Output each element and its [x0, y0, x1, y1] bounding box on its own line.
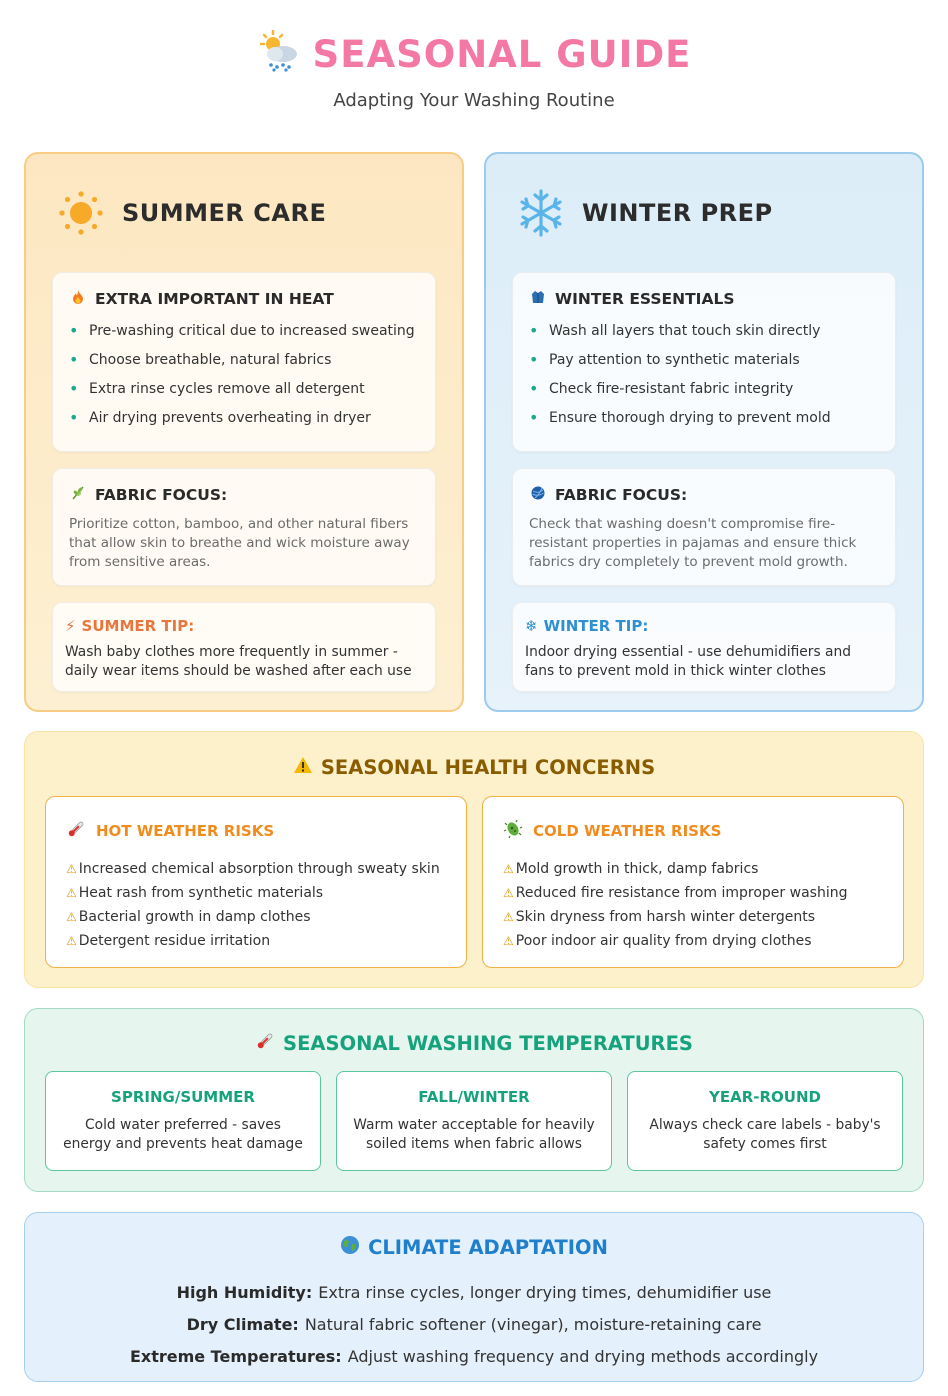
winter-list-card	[512, 272, 896, 452]
temp-card-year-round	[627, 1071, 903, 1171]
temp-card-fall-winter	[336, 1071, 612, 1171]
climate-text: Natural fabric softener (vinegar), moisture-retaining care	[304, 1314, 762, 1334]
snowflake-icon	[516, 188, 566, 238]
climate-adaptation-section	[24, 1212, 924, 1382]
temp-card-heading: YEAR-ROUND	[709, 1088, 821, 1106]
bullet-icon: •	[529, 408, 539, 427]
winter-focus-text: Check that washing doesn't compromise fire-resistant properties in pajamas and ensure thick fabrics dry completely to prevent mold growth.	[529, 516, 857, 570]
list-item-text: Skin dryness from harsh winter detergents	[515, 909, 816, 925]
concerns-title-text: SEASONAL HEALTH CONCERNS	[320, 756, 656, 779]
sun-icon	[56, 188, 106, 238]
list-item-text: Check fire-resistant fabric integrity	[549, 381, 794, 397]
temp-card-spring-summer	[45, 1071, 321, 1171]
summer-list-heading-text: EXTRA IMPORTANT IN HEAT	[95, 290, 334, 308]
list-item	[529, 410, 879, 439]
fire-icon	[69, 289, 87, 309]
list-item	[529, 381, 879, 410]
temp-card-heading: FALL/WINTER	[418, 1088, 530, 1106]
list-item	[69, 410, 419, 439]
winter-title: WINTER PREP	[582, 199, 773, 227]
list-item	[69, 323, 419, 352]
temp-card-text: Always check care labels - baby's safety comes first	[649, 1117, 881, 1152]
summer-focus-heading	[69, 485, 419, 505]
microbe-icon	[503, 819, 523, 843]
bullet-icon: •	[529, 321, 539, 340]
winter-tip-card	[512, 602, 896, 692]
list-item	[66, 857, 446, 881]
cold-risks-heading-text: COLD WEATHER RISKS	[533, 822, 722, 840]
list-item-text: Detergent residue irritation	[78, 933, 271, 949]
winter-focus-heading-text: FABRIC FOCUS:	[555, 486, 688, 504]
list-item	[503, 929, 883, 953]
list-item	[503, 857, 883, 881]
summer-tip-heading-text: SUMMER TIP:	[81, 617, 195, 635]
winter-fabric-focus-card	[512, 468, 896, 586]
list-item-text: Ensure thorough drying to prevent mold	[549, 410, 831, 426]
winter-tip-text: Indoor drying essential - use dehumidifiers and fans to prevent mold in thick winter clothes	[525, 644, 851, 679]
winter-prep-panel	[484, 152, 924, 712]
list-item-text: Air drying prevents overheating in dryer	[89, 410, 371, 426]
winter-focus-heading	[529, 485, 879, 505]
warning-icon	[293, 756, 313, 779]
summer-focus-heading-text: FABRIC FOCUS:	[95, 486, 228, 504]
summer-list-card	[52, 272, 436, 452]
hot-risks-heading	[66, 819, 446, 843]
hot-weather-risks-card	[45, 796, 467, 968]
temp-card-text: Cold water preferred - saves energy and prevents heat damage	[63, 1117, 303, 1152]
summer-header	[52, 154, 436, 272]
concerns-title	[25, 756, 923, 779]
climate-title-text: CLIMATE ADAPTATION	[368, 1236, 608, 1259]
summer-tip-card	[52, 602, 436, 692]
climate-text: Extra rinse cycles, longer drying times, dehumidifier use	[318, 1282, 772, 1302]
page-title	[257, 30, 692, 78]
coat-icon	[529, 289, 547, 309]
hot-risks-heading-text: HOT WEATHER RISKS	[96, 822, 275, 840]
warning-icon: ⚠	[66, 934, 77, 948]
list-item-text: Increased chemical absorption through sweaty skin	[78, 861, 440, 877]
summer-focus-text: Prioritize cotton, bamboo, and other natural fibers that allow skin to breathe and wick moisture away from sensitive areas.	[69, 516, 410, 570]
warning-icon: ⚠	[66, 886, 77, 900]
list-item	[69, 352, 419, 381]
climate-label: Extreme Temperatures:	[129, 1346, 342, 1366]
climate-title	[25, 1235, 923, 1260]
summer-list-heading	[69, 289, 419, 309]
herb-icon	[69, 485, 87, 505]
list-item-text: Extra rinse cycles remove all detergent	[89, 381, 365, 397]
sun-cloud-rain-icon	[257, 30, 301, 78]
bullet-icon: •	[69, 321, 79, 340]
list-item-text: Poor indoor air quality from drying clothes	[515, 933, 812, 949]
page-subtitle: Adapting Your Washing Routine	[333, 90, 615, 111]
warning-icon: ⚠	[503, 862, 514, 876]
bullet-icon: •	[529, 379, 539, 398]
temps-title	[25, 1031, 923, 1056]
cold-risks-heading	[503, 819, 883, 843]
bullet-icon: •	[69, 408, 79, 427]
title-text: SEASONAL GUIDE	[312, 32, 692, 76]
page-header	[0, 30, 948, 111]
winter-list-heading-text: WINTER ESSENTIALS	[555, 290, 735, 308]
bullet-icon: •	[69, 379, 79, 398]
climate-label: Dry Climate:	[186, 1314, 299, 1334]
bullet-icon: •	[529, 350, 539, 369]
summer-care-panel	[24, 152, 464, 712]
temps-title-text: SEASONAL WASHING TEMPERATURES	[283, 1032, 693, 1055]
list-item	[66, 881, 446, 905]
warning-icon: ⚠	[66, 862, 77, 876]
globe-icon	[340, 1235, 360, 1260]
winter-tip-heading	[525, 617, 883, 635]
summer-tip-heading	[65, 617, 423, 635]
winter-list-heading	[529, 289, 879, 309]
list-item-text: Choose breathable, natural fabrics	[89, 352, 332, 368]
climate-text: Adjust washing frequency and drying methods accordingly	[347, 1346, 819, 1366]
list-item-text: Pay attention to synthetic materials	[549, 352, 800, 368]
winter-list	[529, 323, 879, 439]
thermometer-icon	[66, 819, 86, 843]
health-concerns-section	[24, 731, 924, 988]
warning-icon: ⚠	[503, 910, 514, 924]
list-item	[66, 905, 446, 929]
thermometer-icon	[255, 1031, 275, 1056]
list-item-text: Wash all layers that touch skin directly	[549, 323, 821, 339]
cold-weather-risks-card	[482, 796, 904, 968]
list-item-text: Mold growth in thick, damp fabrics	[515, 861, 759, 877]
warning-icon: ⚠	[503, 934, 514, 948]
yarn-icon	[529, 485, 547, 505]
list-item	[503, 905, 883, 929]
list-item-text: Pre-washing critical due to increased sweating	[89, 323, 415, 339]
winter-header	[512, 154, 896, 272]
temp-card-text: Warm water acceptable for heavily soiled items when fabric allows	[353, 1117, 595, 1152]
climate-line	[25, 1340, 923, 1372]
list-item	[69, 381, 419, 410]
list-item	[503, 881, 883, 905]
lightning-icon: ⚡	[65, 617, 76, 635]
climate-label: High Humidity:	[176, 1282, 313, 1302]
summer-title: SUMMER CARE	[122, 199, 327, 227]
bullet-icon: •	[69, 350, 79, 369]
summer-fabric-focus-card	[52, 468, 436, 586]
temp-card-heading: SPRING/SUMMER	[111, 1088, 255, 1106]
winter-tip-heading-text: WINTER TIP:	[543, 617, 649, 635]
summer-list	[69, 323, 419, 439]
summer-tip-text: Wash baby clothes more frequently in summer - daily wear items should be washed after each use	[65, 644, 412, 679]
list-item-text: Heat rash from synthetic materials	[78, 885, 324, 901]
list-item-text: Bacterial growth in damp clothes	[78, 909, 311, 925]
washing-temperatures-section	[24, 1008, 924, 1192]
list-item-text: Reduced fire resistance from improper washing	[515, 885, 848, 901]
warning-icon: ⚠	[503, 886, 514, 900]
list-item	[529, 352, 879, 381]
list-item	[66, 929, 446, 953]
climate-line	[25, 1308, 923, 1340]
snowflake-small-icon: ❄	[525, 617, 538, 635]
warning-icon: ⚠	[66, 910, 77, 924]
climate-line	[25, 1276, 923, 1308]
list-item	[529, 323, 879, 352]
